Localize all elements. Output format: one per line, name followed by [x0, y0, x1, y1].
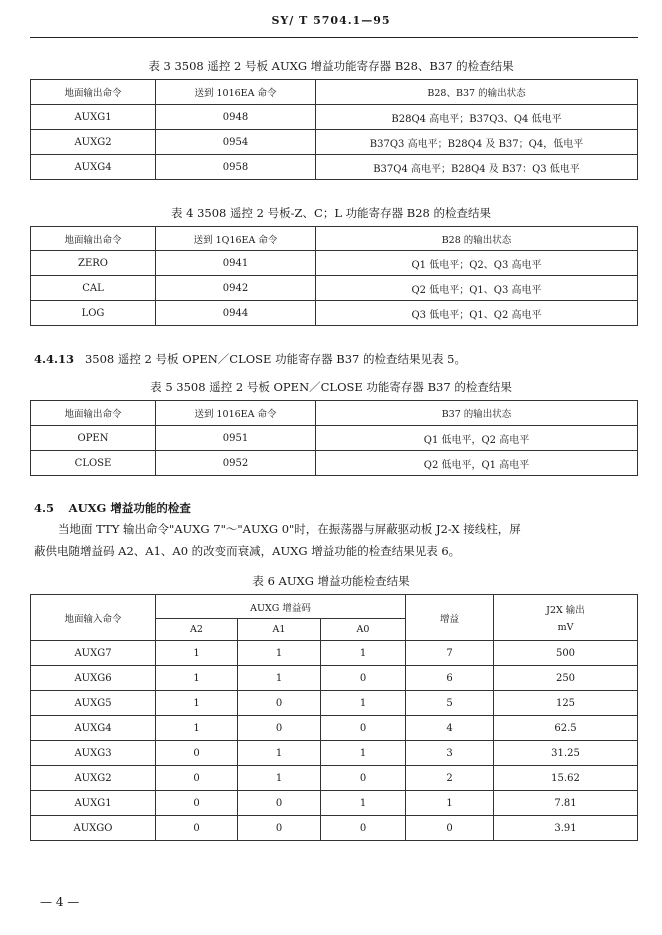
- table-cell: 0: [321, 666, 406, 691]
- table-cell: 7.81: [494, 791, 638, 816]
- table4-header-cell: 送到 1Q16EA 命令: [156, 227, 316, 251]
- table-cell: AUXG6: [31, 666, 156, 691]
- table-cell: AUXG1: [31, 791, 156, 816]
- table-cell: 0: [321, 716, 406, 741]
- table-cell: CLOSE: [31, 451, 156, 476]
- table-cell: 3: [406, 741, 494, 766]
- table-cell: ZERO: [31, 251, 156, 276]
- table6-header-output: [494, 595, 638, 641]
- table4-caption: 表 4 3508 遥控 2 号板-Z、C；L 功能寄存器 B28 的检查结果: [170, 206, 492, 220]
- table-cell: 0954: [156, 130, 316, 155]
- section-4-5-line1: 当地面 TTY 输出命令"AUXG 7"～"AUXG 0"时，在振荡器与屏蔽驱动板 J2-X 接线柱，屏: [58, 522, 521, 536]
- table-cell: B37Q3 高电平；B28Q4 及 B37；Q4，低电平: [316, 130, 638, 155]
- section-number: 4.5: [34, 501, 55, 515]
- table3-caption: 表 3 3508 遥控 2 号板 AUXG 增益功能寄存器 B28、B37 的检查结果: [148, 59, 514, 73]
- table-cell: Q1 低电平，Q2 高电平: [316, 426, 638, 451]
- section-title: AUXG 增益功能的检查: [68, 501, 191, 515]
- table-cell: 1: [321, 791, 406, 816]
- table-cell: B37Q4 高电平；B28Q4 及 B37：Q3 低电平: [316, 155, 638, 180]
- table-cell: AUXG3: [31, 741, 156, 766]
- table-cell: AUXG2: [31, 130, 156, 155]
- table-row: [31, 301, 638, 326]
- table-cell: AUXGO: [31, 816, 156, 841]
- table-cell: 62.5: [494, 716, 638, 741]
- table-cell: 0958: [156, 155, 316, 180]
- table-cell: 15.62: [494, 766, 638, 791]
- table5-header-cell: 送到 1016EA 命令: [156, 401, 316, 426]
- table3-header-cell: 送到 1016EA 命令: [156, 80, 316, 105]
- table-cell: 1: [156, 716, 238, 741]
- table5-header-cell: B37 的输出状态: [316, 401, 638, 426]
- table-cell: 0: [238, 716, 321, 741]
- table-cell: 1: [238, 741, 321, 766]
- table-cell: 0: [406, 816, 494, 841]
- table-row: [31, 426, 638, 451]
- table-cell: AUXG5: [31, 691, 156, 716]
- section-number: 4.4.13: [34, 352, 75, 366]
- table-cell: 1: [156, 666, 238, 691]
- table-cell: 500: [494, 641, 638, 666]
- table-cell: 5: [406, 691, 494, 716]
- table-cell: LOG: [31, 301, 156, 326]
- table5: [30, 400, 638, 476]
- table-cell: 7: [406, 641, 494, 666]
- table3-header-cell: B28、B37 的输出状态: [316, 80, 638, 105]
- table5-header-cell: 地面输出命令: [31, 401, 156, 426]
- table-cell: CAL: [31, 276, 156, 301]
- table-cell: 0941: [156, 251, 316, 276]
- table-cell: 6: [406, 666, 494, 691]
- table-row: [31, 641, 638, 666]
- table4: [30, 226, 638, 326]
- table-cell: 1: [238, 641, 321, 666]
- table-cell: 1: [238, 766, 321, 791]
- standard-number: SY/ T 5704.1—95: [271, 14, 391, 27]
- table-cell: AUXG4: [31, 155, 156, 180]
- table-cell: B28Q4 高电平；B37Q3、Q4 低电平: [316, 105, 638, 130]
- table6-header-output-unit: mV: [557, 622, 574, 633]
- table-cell: 0: [156, 791, 238, 816]
- table3: [30, 79, 638, 180]
- table-cell: AUXG7: [31, 641, 156, 666]
- table-row: [31, 766, 638, 791]
- table-row: [31, 276, 638, 301]
- header-rule: [30, 37, 638, 38]
- table-cell: 3.91: [494, 816, 638, 841]
- table-cell: 0: [321, 816, 406, 841]
- table-row: [31, 666, 638, 691]
- table-cell: 4: [406, 716, 494, 741]
- table6-header-input: 地面输入命令: [31, 595, 156, 641]
- table-cell: AUXG4: [31, 716, 156, 741]
- table-cell: 0944: [156, 301, 316, 326]
- table-row: [31, 155, 638, 180]
- table-cell: 0: [238, 691, 321, 716]
- table-row: [31, 716, 638, 741]
- table6-header-output-line1: J2X 输出: [546, 605, 585, 616]
- table6-subheader: A0: [321, 619, 406, 641]
- table-cell: OPEN: [31, 426, 156, 451]
- table-row: [31, 791, 638, 816]
- table-row: [31, 691, 638, 716]
- table-cell: 1: [321, 691, 406, 716]
- table-cell: 1: [156, 691, 238, 716]
- table-row: [31, 251, 638, 276]
- section-4-5-line2: 蔽供电随增益码 A2、A1、A0 的改变而衰减，AUXG 增益功能的检查结果见表 6。: [34, 544, 461, 558]
- section-4-5-heading: [34, 500, 191, 516]
- table5-caption: 表 5 3508 遥控 2 号板 OPEN／CLOSE 功能寄存器 B37 的检查结果: [150, 380, 512, 394]
- table-cell: 1: [156, 641, 238, 666]
- table6-header-gain: 增益: [406, 595, 494, 641]
- table-row: [31, 741, 638, 766]
- table-cell: 0: [156, 741, 238, 766]
- table-cell: Q3 低电平；Q1、Q2 高电平: [316, 301, 638, 326]
- table-cell: 125: [494, 691, 638, 716]
- table-cell: 0: [321, 766, 406, 791]
- table-cell: 2: [406, 766, 494, 791]
- table6: [30, 594, 638, 841]
- table6-header-code: AUXG 增益码: [156, 595, 406, 619]
- section-text: 3508 遥控 2 号板 OPEN／CLOSE 功能寄存器 B37 的检查结果见表 5。: [84, 352, 466, 366]
- table-cell: 0: [156, 766, 238, 791]
- table-cell: 0: [238, 816, 321, 841]
- table3-header-cell: 地面输出命令: [31, 80, 156, 105]
- page-number: — 4 —: [40, 895, 80, 909]
- table-cell: Q1 低电平；Q2、Q3 高电平: [316, 251, 638, 276]
- table6-caption: 表 6 AUXG 增益功能检查结果: [252, 574, 410, 588]
- table-cell: 0: [238, 791, 321, 816]
- table-cell: 0: [156, 816, 238, 841]
- table4-header-cell: B28 的输出状态: [316, 227, 638, 251]
- table4-header-cell: 地面输出命令: [31, 227, 156, 251]
- table6-subheader: A1: [238, 619, 321, 641]
- table6-subheader: A2: [156, 619, 238, 641]
- table-row: [31, 105, 638, 130]
- table-cell: 250: [494, 666, 638, 691]
- table-cell: 1: [321, 741, 406, 766]
- table-row: [31, 130, 638, 155]
- table-cell: 1: [406, 791, 494, 816]
- table-cell: 0952: [156, 451, 316, 476]
- table-cell: Q2 低电平，Q1 高电平: [316, 451, 638, 476]
- table-row: [31, 816, 638, 841]
- table-cell: 0942: [156, 276, 316, 301]
- table-cell: Q2 低电平；Q1、Q3 高电平: [316, 276, 638, 301]
- table-cell: 31.25: [494, 741, 638, 766]
- table-cell: AUXG1: [31, 105, 156, 130]
- table-cell: 1: [238, 666, 321, 691]
- section-4-4-13: [34, 351, 466, 367]
- table-cell: 1: [321, 641, 406, 666]
- table-cell: 0948: [156, 105, 316, 130]
- table-row: [31, 451, 638, 476]
- table-cell: 0951: [156, 426, 316, 451]
- table-cell: AUXG2: [31, 766, 156, 791]
